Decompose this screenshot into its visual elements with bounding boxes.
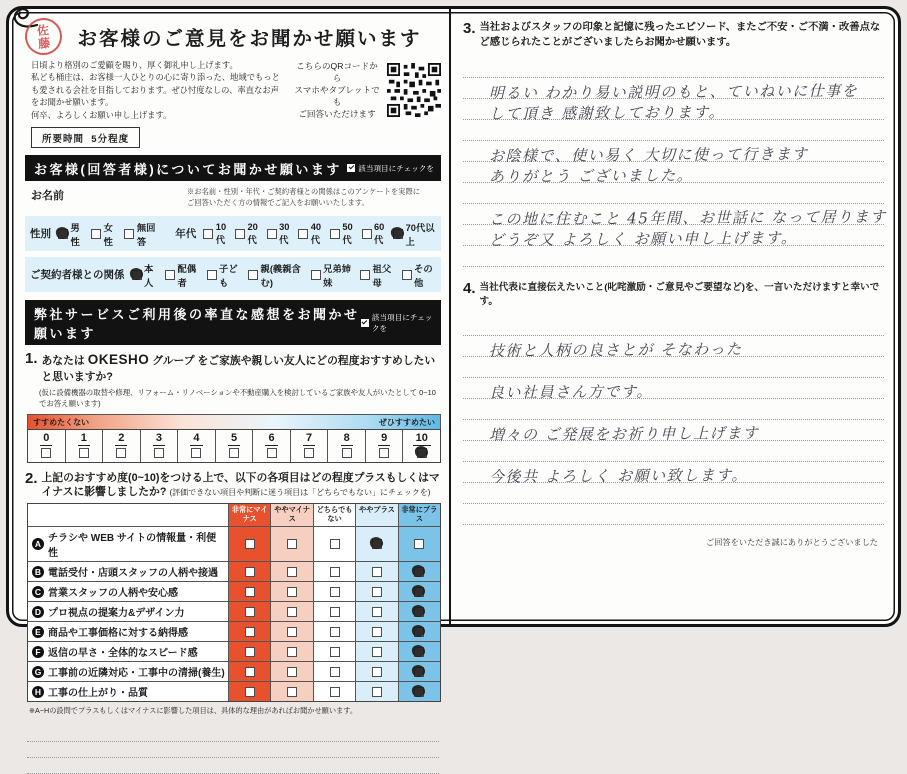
checkbox-icon[interactable] <box>304 448 314 458</box>
relation-checkbox-option[interactable]: 兄弟姉妹 <box>311 261 353 289</box>
rating-checkbox-neutral[interactable] <box>313 562 355 581</box>
nps-score-option[interactable]: 2 <box>103 430 141 462</box>
question-2-heading: 2. 上記のおすすめ度(0~10)をつける上で、以下の各項目はどの程度プラスもしくはマイナスに影響しましたか? (評価できない項目や判断に迷う項目は「どちらでもない」にチェックを) <box>25 469 440 499</box>
check-instruction-badge: 該当項目にチェックを <box>347 163 434 174</box>
nps-score-option[interactable]: 4 <box>178 430 216 462</box>
checkbox-icon[interactable] <box>330 687 340 697</box>
question-1-subnote: (仮に設備機器の取替や修理、リフォーム・リノベーションや不動産購入を検討しているご家族や友人がいたとして 0~10 でお答え願います) <box>39 388 436 409</box>
rating-checkbox-minus[interactable] <box>270 642 312 661</box>
rating-checkbox-neutral[interactable] <box>313 602 355 621</box>
age-checkbox-option[interactable]: 40代 <box>298 222 325 246</box>
checkbox-icon[interactable] <box>402 270 412 280</box>
age-checkbox-option[interactable]: 70代以上 <box>393 220 436 248</box>
rating-checkbox-minus[interactable] <box>270 602 312 621</box>
checkbox-icon[interactable] <box>372 567 382 577</box>
rating-checkbox-strong-plus[interactable] <box>398 642 440 661</box>
nps-right-anchor: ぜひすすめたい <box>378 417 435 427</box>
column-header-plus: ややプラス <box>355 504 397 526</box>
handwritten-text: どうぞ又 よろしく お願い申し上げます。 <box>488 228 798 249</box>
checkbox-icon[interactable] <box>372 627 382 637</box>
rating-checkbox-minus[interactable] <box>270 582 312 601</box>
rating-checkbox-plus[interactable] <box>355 527 397 561</box>
table-row <box>28 581 440 601</box>
checkbox-icon[interactable] <box>58 229 68 239</box>
impact-table <box>27 503 441 702</box>
answer-line[interactable] <box>463 183 884 204</box>
checkbox-icon[interactable] <box>342 448 352 458</box>
handwritten-text: この地に住むこと 45年間、お世話に なって居ります <box>488 207 887 229</box>
checkbox-icon[interactable] <box>287 687 297 697</box>
checkbox-icon[interactable] <box>132 270 142 280</box>
checkbox-icon[interactable] <box>330 539 340 549</box>
question-2-subnote: (評価できない項目や判断に迷う項目は「どちらでもない」にチェックを) <box>169 488 431 498</box>
answer-line[interactable] <box>463 441 884 462</box>
section-header-feedback: 弊社サービスご利用後の率直な感想をお聞かせ願います 該当項目にチェックを <box>25 300 441 345</box>
closing-thanks: ご回答をいただき誠にありがとうございました <box>706 537 878 547</box>
rating-checkbox-minus[interactable] <box>270 562 312 581</box>
row-key-badge: D <box>32 606 44 618</box>
rating-checkbox-neutral[interactable] <box>313 682 355 701</box>
checkbox-icon[interactable] <box>154 448 164 458</box>
nps-left-anchor: すすめたくない <box>33 417 90 427</box>
rating-checkbox-plus[interactable] <box>355 582 397 601</box>
relation-label: ご契約者様との関係 <box>30 269 125 282</box>
checkbox-icon[interactable] <box>79 448 89 458</box>
rating-checkbox-strong-plus[interactable] <box>398 582 440 601</box>
answer-line[interactable] <box>463 462 884 486</box>
age-checkbox-option[interactable]: 30代 <box>267 222 294 246</box>
gender-checkbox-option[interactable]: 男性 <box>58 220 84 248</box>
rating-checkbox-strong-plus[interactable] <box>398 602 440 621</box>
question-4-answer-area <box>463 315 884 525</box>
answer-line[interactable] <box>463 225 884 249</box>
qr-code <box>387 63 441 117</box>
answer-line[interactable] <box>463 57 884 78</box>
checkbox-icon[interactable] <box>116 448 126 458</box>
checkbox-icon[interactable] <box>417 448 427 458</box>
rating-checkbox-plus[interactable] <box>355 682 397 701</box>
nps-grid <box>27 429 441 463</box>
row-key-badge: H <box>32 686 44 698</box>
answer-line[interactable] <box>463 78 884 103</box>
section-header-about-you: お客様(回答者様)についてお聞かせ願います 該当項目にチェックを <box>25 155 441 181</box>
intro-text: 日頃より格別のご愛顧を賜り、厚く御礼申し上げます。 私ども桶庄は、お客様一人ひとりの心に寄り添った、地域でもっとも愛される会社を目指しております。ぜひ忖度なしの、率直なお声をお聞かせ願います。 何卒、よろしくお願い申し上げます。 <box>31 60 280 120</box>
row-label: 返信の早さ・全体的なスピード感 <box>48 648 198 660</box>
checkbox-icon[interactable] <box>165 270 175 280</box>
checkbox-icon[interactable] <box>41 448 51 458</box>
rating-checkbox-strong-plus[interactable] <box>398 662 440 681</box>
checkbox-icon[interactable] <box>372 647 382 657</box>
answer-line[interactable] <box>463 141 884 165</box>
checkbox-icon[interactable] <box>372 687 382 697</box>
age-options <box>203 220 436 248</box>
rating-checkbox-strong-minus[interactable] <box>228 622 270 641</box>
checkbox-icon[interactable] <box>414 539 424 549</box>
rating-checkbox-strong-minus[interactable] <box>228 662 270 681</box>
column-header-strong-plus: 非常にプラス <box>398 504 440 526</box>
answer-line[interactable] <box>463 162 884 186</box>
survey-left-page <box>9 9 449 716</box>
name-row <box>31 187 439 208</box>
answer-line[interactable] <box>463 315 884 336</box>
gender-label: 性別 <box>30 228 51 241</box>
answer-line[interactable] <box>463 420 884 444</box>
rating-checkbox-neutral[interactable] <box>313 622 355 641</box>
checkbox-icon[interactable] <box>245 627 255 637</box>
relation-checkbox-option[interactable]: 親(義親含む) <box>248 261 304 289</box>
rating-checkbox-neutral[interactable] <box>313 582 355 601</box>
gender-age-row <box>25 216 441 251</box>
intro-section <box>31 59 441 121</box>
answer-line[interactable] <box>463 246 884 267</box>
rating-checkbox-strong-plus[interactable] <box>398 527 440 561</box>
answer-line[interactable] <box>463 378 884 402</box>
rating-checkbox-strong-minus[interactable] <box>228 527 270 561</box>
checkbox-icon[interactable] <box>330 587 340 597</box>
checkbox-icon[interactable] <box>229 448 239 458</box>
checkbox-icon[interactable] <box>414 687 424 697</box>
table-row <box>28 621 440 641</box>
age-checkbox-option[interactable]: 50代 <box>330 222 357 246</box>
column-header-minus: ややマイナス <box>270 504 312 526</box>
answer-line[interactable] <box>463 336 884 360</box>
handwritten-text: 明るい わかり易い説明のもと、ていねいに仕事を <box>488 81 859 103</box>
checkbox-icon[interactable] <box>393 229 403 239</box>
rating-checkbox-neutral[interactable] <box>313 527 355 561</box>
table-row <box>28 681 440 701</box>
qr-section <box>293 59 441 121</box>
row-label: 工事の仕上がり・品質 <box>48 688 148 700</box>
table-row <box>28 601 440 621</box>
handwritten-text: 今後共 よろしく お願い致します。 <box>488 465 748 486</box>
checkbox-icon[interactable] <box>245 539 255 549</box>
impact-table-header <box>28 504 440 526</box>
rating-checkbox-strong-plus[interactable] <box>398 682 440 701</box>
answer-line[interactable] <box>463 357 884 378</box>
checkbox-icon[interactable] <box>191 448 201 458</box>
nps-score-option[interactable]: 7 <box>291 430 329 462</box>
question-1-heading: 1. あなたは OKESHO グループ をご家族や親しい友人にどの程度おすすめしたいと思いますか? <box>25 350 436 383</box>
comment-line[interactable] <box>27 758 439 774</box>
row-key-badge: A <box>32 538 44 550</box>
rating-checkbox-plus[interactable] <box>355 662 397 681</box>
answer-line[interactable] <box>463 504 884 525</box>
check-instruction-badge: 該当項目にチェックを <box>361 312 434 334</box>
answer-line[interactable] <box>463 120 884 141</box>
checkbox-icon[interactable] <box>245 607 255 617</box>
relation-checkbox-option[interactable]: 配偶者 <box>165 261 199 289</box>
survey-sheet <box>6 6 901 716</box>
nps-score-option[interactable]: 6 <box>253 430 291 462</box>
row-label: 営業スタッフの人柄や安心感 <box>48 588 178 600</box>
rating-checkbox-strong-minus[interactable] <box>228 562 270 581</box>
checkbox-icon[interactable] <box>330 627 340 637</box>
table-footnote: ※A~Hの設問でプラスもしくはマイナスに影響した項目は、具体的な理由があればお聞かせ願います。 <box>29 706 358 716</box>
checkbox-icon[interactable] <box>267 229 277 239</box>
rating-checkbox-neutral[interactable] <box>313 642 355 661</box>
question-3-heading: 3. 当社およびスタッフの印象と記憶に残ったエピソード、またご不安・ご不満・改善点など感じられたことがございましたらお聞かせ願います。 <box>463 20 881 48</box>
relation-checkbox-option[interactable]: 本人 <box>132 261 159 289</box>
form-header <box>25 18 441 55</box>
table-row <box>28 561 440 581</box>
rating-checkbox-strong-plus[interactable] <box>398 562 440 581</box>
answer-line[interactable] <box>463 204 887 229</box>
rating-checkbox-minus[interactable] <box>270 527 312 561</box>
relation-row <box>25 257 441 292</box>
checkbox-icon[interactable] <box>372 607 382 617</box>
table-row <box>28 661 440 681</box>
handwritten-text: 良い社員さん方です。 <box>488 382 653 402</box>
checkbox-icon[interactable] <box>414 667 424 677</box>
checkbox-icon[interactable] <box>287 667 297 677</box>
checkbox-icon[interactable] <box>248 270 258 280</box>
survey-right-page <box>449 9 898 624</box>
handwritten-text: お陰様で、使い易く 大切に使って行きます <box>488 144 809 165</box>
checkbox-icon[interactable] <box>245 667 255 677</box>
checkbox-icon[interactable] <box>203 229 213 239</box>
checkbox-icon[interactable] <box>372 539 382 549</box>
nps-score-option[interactable]: 0 <box>28 430 66 462</box>
relation-checkbox-option[interactable]: 祖父母 <box>360 261 394 289</box>
impact-table-body <box>28 526 440 701</box>
checkbox-icon[interactable] <box>91 229 101 239</box>
checkbox-icon[interactable] <box>414 647 424 657</box>
checkbox-icon[interactable] <box>414 627 424 637</box>
checkbox-icon[interactable] <box>287 587 297 597</box>
gender-checkbox-option[interactable]: 無回答 <box>124 220 158 248</box>
rating-checkbox-strong-plus[interactable] <box>398 622 440 641</box>
answer-line[interactable] <box>463 99 884 123</box>
rating-checkbox-minus[interactable] <box>270 682 312 701</box>
checkbox-icon[interactable] <box>414 587 424 597</box>
checkbox-icon[interactable] <box>330 567 340 577</box>
question-3-answer-area <box>463 57 887 267</box>
nps-score-option[interactable]: 8 <box>328 430 366 462</box>
rating-checkbox-strong-minus[interactable] <box>228 602 270 621</box>
nps-gradient-bar <box>27 414 441 429</box>
rating-checkbox-neutral[interactable] <box>313 662 355 681</box>
checkbox-icon[interactable] <box>287 607 297 617</box>
checkbox-icon[interactable] <box>245 567 255 577</box>
checkbox-icon[interactable] <box>287 647 297 657</box>
checkbox-icon[interactable] <box>362 229 372 239</box>
handwritten-text: 技術と人柄の良さとが そなわった <box>488 339 743 360</box>
checkbox-icon[interactable] <box>287 627 297 637</box>
checkbox-icon[interactable] <box>267 448 277 458</box>
brand-logo-text: OKESHO <box>87 352 150 368</box>
rating-checkbox-minus[interactable] <box>270 622 312 641</box>
relation-checkbox-option[interactable]: その他 <box>402 261 436 289</box>
rating-checkbox-strong-minus[interactable] <box>228 642 270 661</box>
checkbox-icon[interactable] <box>372 587 382 597</box>
row-label: チラシや WEB サイトの情報量・利便性 <box>48 533 217 560</box>
row-label: 商品や工事価格に対する納得感 <box>48 628 188 640</box>
checkbox-icon[interactable] <box>379 448 389 458</box>
question-4-heading: 4. 当社代表に直接伝えたいこと(叱咤激励・ご意見やご要望など)を、一言いただけますと幸いです。 <box>463 279 880 307</box>
table-row <box>28 641 440 661</box>
rating-checkbox-plus[interactable] <box>355 642 397 661</box>
page-title: お客様のご意見をお聞かせ願います <box>77 27 422 50</box>
rating-checkbox-plus[interactable] <box>355 562 397 581</box>
checkbox-icon[interactable] <box>298 229 308 239</box>
checkbox-icon[interactable] <box>235 229 245 239</box>
checkbox-icon[interactable] <box>330 229 340 239</box>
age-label: 年代 <box>175 228 197 241</box>
name-label: お名前 <box>31 190 64 203</box>
name-note: ※お名前・性別・年代・ご契約者様との関係はこのアンケートを実際に ご回答いただく方の情報でご記入をお願いいたします。 <box>187 187 421 207</box>
answer-line[interactable] <box>463 483 884 504</box>
age-checkbox-option[interactable]: 60代 <box>362 222 389 246</box>
row-label: 工事前の近隣対応・工事中の清掃(養生) <box>48 668 225 680</box>
gender-checkbox-option[interactable]: 女性 <box>91 220 117 248</box>
rating-checkbox-strong-minus[interactable] <box>228 682 270 701</box>
checkbox-icon[interactable] <box>330 607 340 617</box>
comment-line[interactable] <box>27 726 439 742</box>
checkbox-icon[interactable] <box>330 647 340 657</box>
checkbox-icon[interactable] <box>287 539 297 549</box>
checkbox-icon[interactable] <box>414 607 424 617</box>
checkbox-icon[interactable] <box>245 687 255 697</box>
age-checkbox-option[interactable]: 20代 <box>235 222 262 246</box>
nps-score-option[interactable]: 10 <box>403 430 440 462</box>
checkbox-icon[interactable] <box>245 647 255 657</box>
checkbox-icon[interactable] <box>360 270 370 280</box>
column-header-strong-minus: 非常にマイナス <box>228 504 270 526</box>
row-key-badge: C <box>32 586 44 598</box>
checkbox-icon[interactable] <box>372 667 382 677</box>
table-row <box>28 526 440 561</box>
nps-score-option[interactable]: 5 <box>216 430 254 462</box>
row-key-badge: G <box>32 666 44 678</box>
checkbox-icon <box>361 319 369 327</box>
nps-scale <box>27 414 441 463</box>
checkbox-icon[interactable] <box>414 567 424 577</box>
rating-checkbox-strong-minus[interactable] <box>228 582 270 601</box>
rating-checkbox-plus[interactable] <box>355 622 397 641</box>
checkbox-icon <box>347 164 355 172</box>
rating-checkbox-minus[interactable] <box>270 662 312 681</box>
relation-checkbox-option[interactable]: 子ども <box>207 261 241 289</box>
checkbox-icon[interactable] <box>311 270 321 280</box>
handwritten-text: ありがとう ございました。 <box>488 166 694 186</box>
column-header-neutral: どちらでもない <box>313 504 355 526</box>
handwritten-text: して頂き 感謝致しております。 <box>488 103 726 123</box>
nps-score-option[interactable]: 9 <box>366 430 404 462</box>
handwritten-text: 増々の ご発展をお祈り申し上げます <box>488 423 760 444</box>
checkbox-icon[interactable] <box>330 667 340 677</box>
rating-checkbox-plus[interactable] <box>355 602 397 621</box>
gender-options <box>58 220 158 248</box>
nps-score-option[interactable]: 1 <box>66 430 104 462</box>
row-key-badge: F <box>32 646 44 658</box>
row-label: プロ視点の提案力&デザイン力 <box>48 608 185 620</box>
row-key-badge: B <box>32 566 44 578</box>
age-checkbox-option[interactable]: 10代 <box>203 222 230 246</box>
checkbox-icon[interactable] <box>245 587 255 597</box>
nps-score-option[interactable]: 3 <box>141 430 179 462</box>
hanko-stamp: 佐藤 <box>23 16 63 56</box>
qr-note: こちらのQRコードから スマホやタブレットでも ご回答いただけます <box>294 61 380 120</box>
checkbox-icon[interactable] <box>207 270 217 280</box>
answer-line[interactable] <box>463 399 884 420</box>
relation-options <box>132 261 437 289</box>
checkbox-icon[interactable] <box>124 229 134 239</box>
checkbox-icon[interactable] <box>287 567 297 577</box>
time-required-box: 所要時間 5分程度 <box>31 127 140 148</box>
comment-line[interactable] <box>27 742 439 758</box>
row-key-badge: E <box>32 626 44 638</box>
row-label: 電話受付・店頭スタッフの人柄や接遇 <box>48 568 218 580</box>
